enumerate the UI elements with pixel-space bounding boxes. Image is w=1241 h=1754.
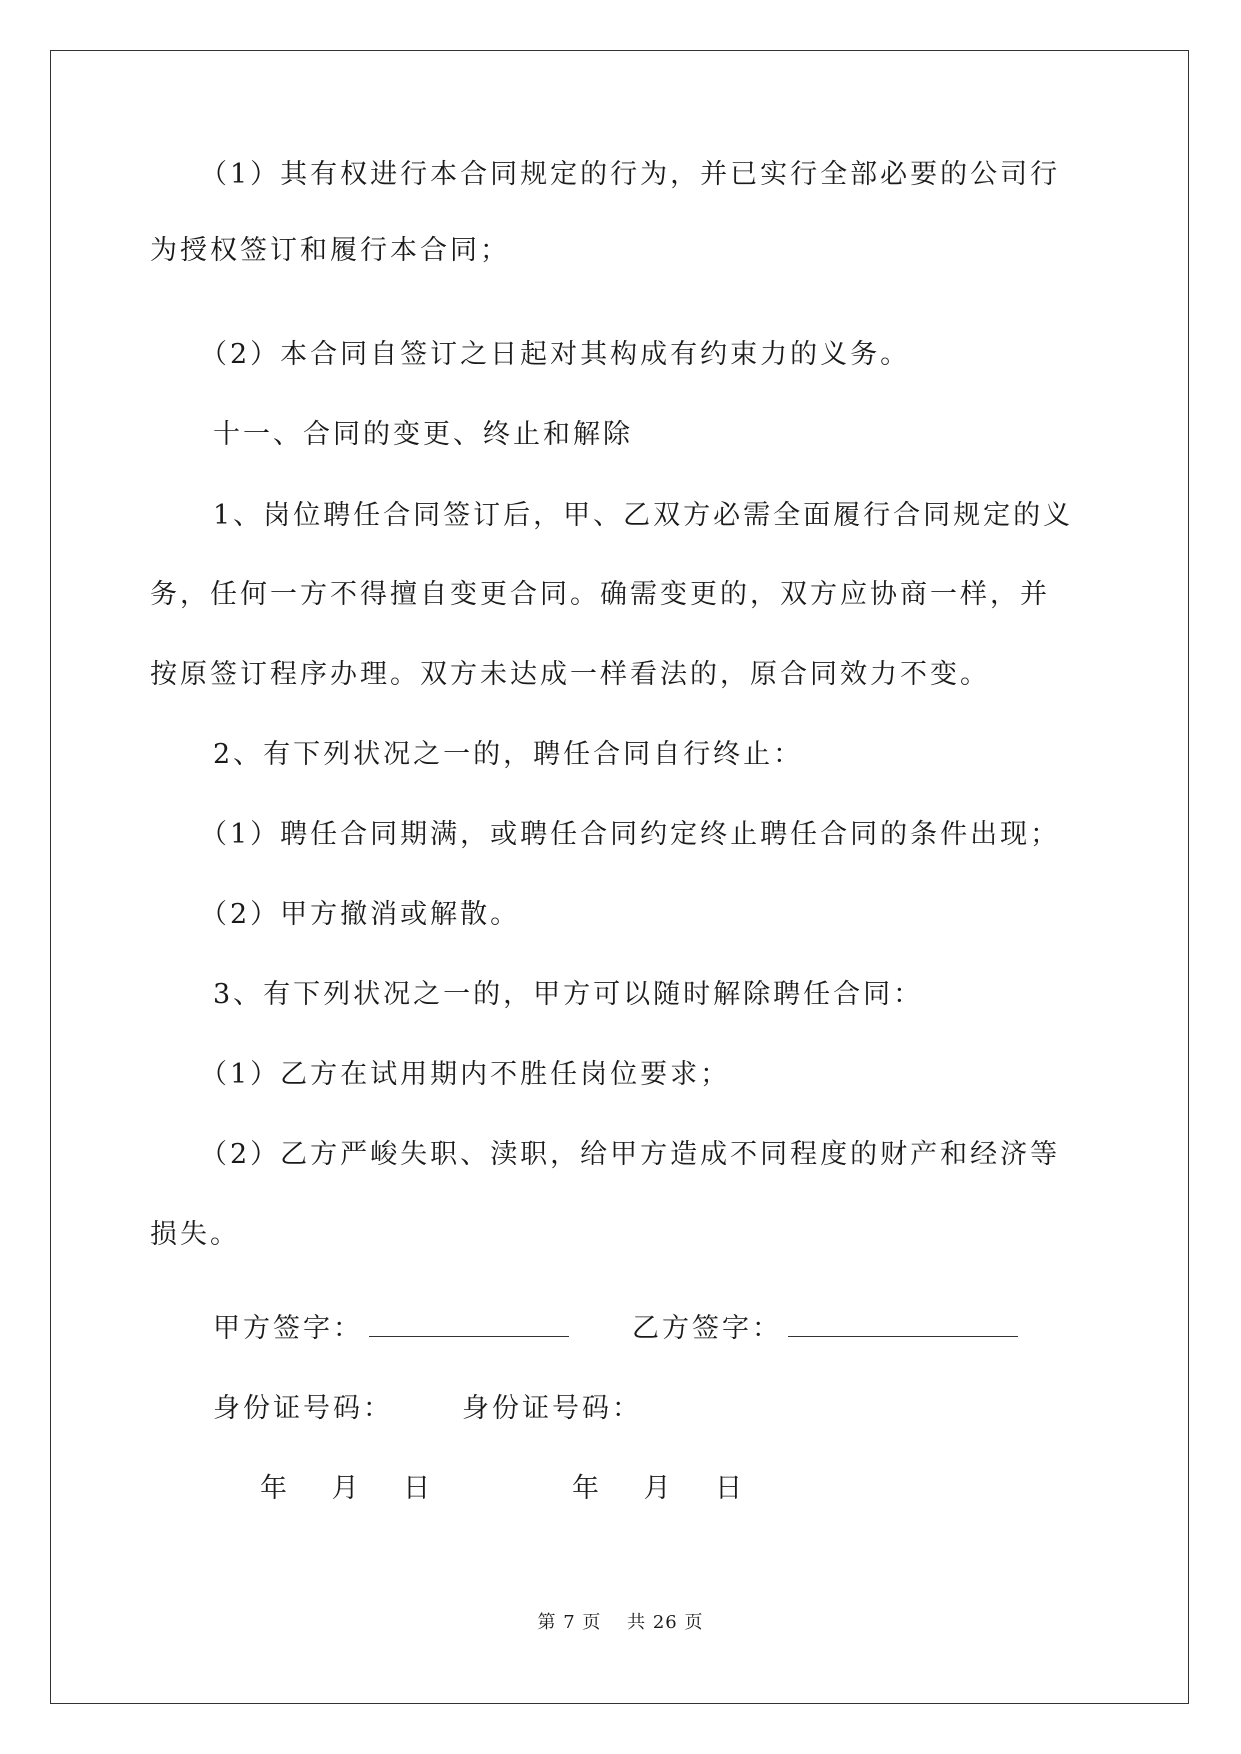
text-line-11: 3、有下列状况之一的，甲方可以随时解除聘任合同： [213,979,924,1010]
text-line-2: 为授权签订和履行本合同； [150,235,510,266]
party-b-signature-line [788,1314,1018,1337]
party-a-date: 年 月 日 [260,1473,434,1504]
party-b-signature [632,1312,1018,1346]
text-line-6: 务，任何一方不得擅自变更合同。确需变更的，双方应协商一样，并 [150,579,1050,610]
text-line-10: （2）甲方撤消或解散。 [200,899,521,930]
text-line-8: 2、有下列状况之一的，聘任合同自行终止： [213,739,804,770]
text-line-7: 按原签订程序办理。双方未达成一样看法的，原合同效力不变。 [150,659,990,690]
party-a-label: 甲方签字： [213,1313,363,1344]
text-line-13: （2）乙方严峻失职、渎职，给甲方造成不同程度的财产和经济等 [200,1139,1061,1170]
text-line-12: （1）乙方在试用期内不胜任岗位要求； [200,1059,731,1090]
text-line-9: （1）聘任合同期满，或聘任合同约定终止聘任合同的条件出现； [200,819,1061,850]
party-b-id-label: 身份证号码： [462,1393,642,1424]
text-line-5: 1、岗位聘任合同签订后，甲、乙双方必需全面履行合同规定的义 [213,500,1074,531]
text-line-1: （1）其有权进行本合同规定的行为，并已实行全部必要的公司行 [200,159,1061,190]
party-a-signature-line [369,1314,569,1337]
page-frame [50,50,1189,1704]
section-heading: 十一、合同的变更、终止和解除 [213,419,633,450]
party-a-id-label: 身份证号码： [213,1393,393,1424]
text-line-14: 损失。 [150,1219,240,1250]
text-line-3: （2）本合同自签订之日起对其构成有约束力的义务。 [200,339,911,370]
party-a-signature [213,1312,569,1346]
party-b-label: 乙方签字： [632,1313,782,1344]
party-b-date: 年 月 日 [572,1473,746,1504]
page-number-footer: 第 7 页 共 26 页 [537,1612,704,1633]
